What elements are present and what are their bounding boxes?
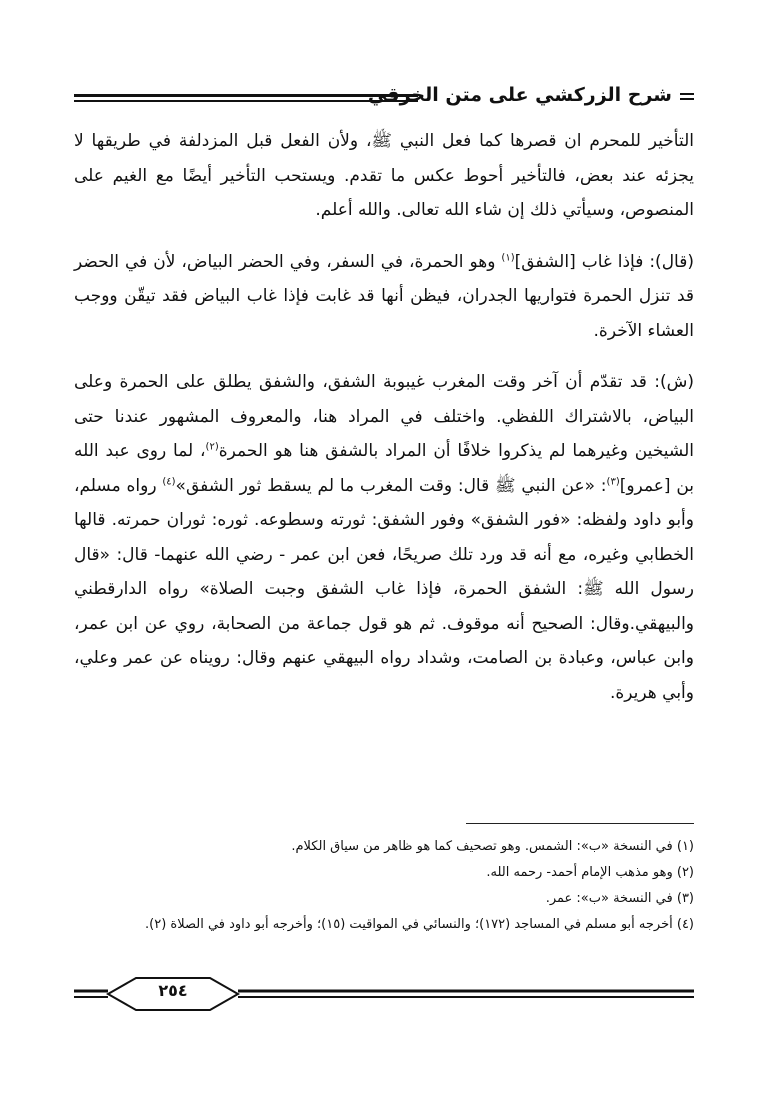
paragraph-3 [74, 365, 694, 710]
text-run: ، لما روى عبد الله بن [عمرو] [74, 441, 695, 496]
footnote-ref-2[interactable]: (٢) [205, 441, 219, 453]
header-equals-mark [680, 93, 694, 103]
page-number: ٢٥٤ [158, 981, 188, 1000]
text-run: رواه مسلم، وأبو داود ولفظه: «فور الشفق» وفور الشفق: ثورته وسطوعه. ثوره: ثوران حمرته. قالها الخطابي وغيره، مع أنه قد ورد تلك صريحًا، فعن ابن عمر - رضي الله عنهما- قال: «قال رسول الله ﷺ: الشفق الحمرة، فإذا غاب الشفق وجبت الصلاة» رواه الدارقطني والبيهقي.وقال: الصحيح أنه موقوف. ثم هو قول جماعة من الصحابة، روي عن ابن عمر، وابن عباس، وعبادة بن الصامت، وشداد رواه البيهقي عنهم وقال: رويناه عن عمر وعلي، وأبي هريرة. [74, 475, 694, 703]
footnotes [74, 834, 694, 938]
footnote-1: (١) في النسخة «ب»: الشمس. وهو تصحيف كما هو ظاهر من سياق الكلام. [291, 839, 694, 854]
paragraph-1: التأخير للمحرم ان قصرها كما فعل النبي ﷺ، ولأن الفعل قبل المزدلفة في طريقها لا يجزئه عند بعض، فالتأخير أحوط عكس ما تقدم. ويستحب التأخير أيضًا مع الغيم على المنصوص، وسيأتي ذلك إن شاء الله تعالى. والله أعلم. [74, 131, 694, 220]
running-header [74, 84, 694, 114]
footnote-4: (٤) أخرجه أبو مسلم في المساجد (١٧٢)؛ والنسائي في المواقيت (١٥)؛ وأخرجه أبو داود في الصلاة (٢). [144, 917, 694, 932]
paragraph-2 [74, 245, 694, 349]
footnote-ref-1[interactable]: (١) [501, 251, 515, 263]
footnote-3: (٣) في النسخة «ب»: عمر. [545, 891, 694, 906]
text-run: : «عن النبي ﷺ قال: وقت المغرب ما لم يسقط ثور الشفق» [175, 475, 607, 496]
book-title: شرح الزركشي على متن الخرقي [367, 84, 672, 106]
footnote-separator [466, 823, 694, 824]
text-run: وهو الحمرة، في السفر، وفي الحضر البياض، لأن في الحضر قد تنزل الحمرة فتواريها الجدران، فيظن أنها قد غابت فإذا غاب البياض فقد تيقّن ووجب العشاء الآخرة. [74, 251, 694, 341]
header-double-rule [74, 94, 418, 104]
text-run: (قال): فإذا غاب [الشفق] [514, 251, 694, 272]
footnote-ref-3[interactable]: (٣) [606, 475, 620, 487]
footnote-2: (٢) وهو مذهب الإمام أحمد- رحمه الله. [486, 865, 694, 880]
footnote-ref-4[interactable]: (٤) [162, 475, 176, 487]
page-number-ornament [74, 976, 694, 1012]
text-run: (ش): قد تقدّم أن آخر وقت المغرب غيبوبة الشفق، والشفق يطلق على الحمرة وعلى البياض، بالاشتراك اللفظي. واختلف في المراد هنا، والمعروف المشهور عندنا حتى الشيخين وغيرهما لم يذكروا خلافًا أن المراد بالشفق هنا هو الحمرة [74, 372, 694, 461]
main-text [74, 124, 694, 710]
